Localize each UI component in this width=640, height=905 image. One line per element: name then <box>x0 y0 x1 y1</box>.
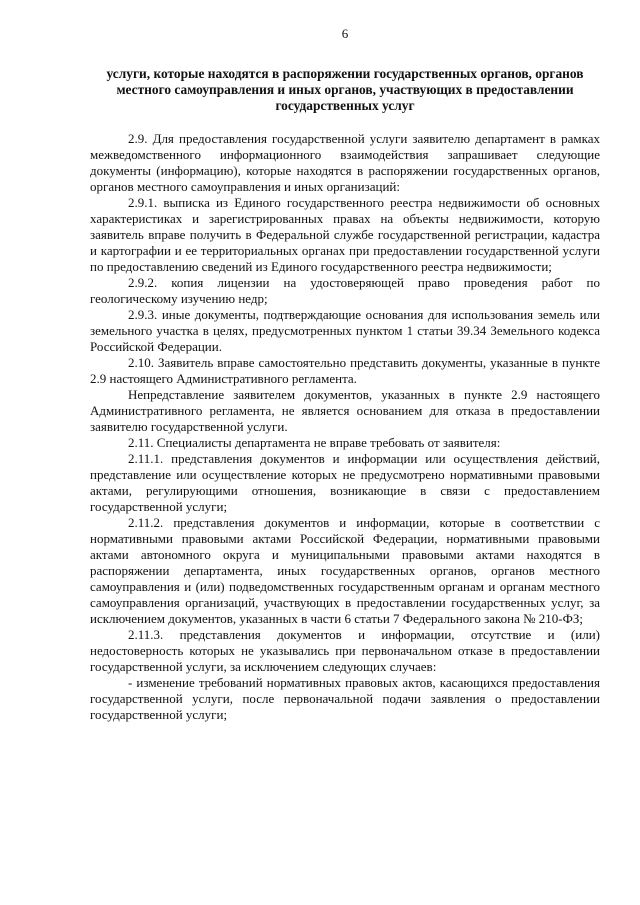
paragraph-list-item: - изменение требований нормативных правовых актов, касающихся предоставления государственной услуги, после первоначальной подачи заявления о предоставлении государственной услуги; <box>90 675 600 722</box>
paragraph-2-11-3: 2.11.3. представления документов и информации, отсутствие и (или) недостоверность которых не указывались при первоначальном отказе в предоставлении государственной услуги, за исключением следующих случаев: <box>90 627 600 674</box>
paragraph-2-9-1: 2.9.1. выписка из Единого государственного реестра недвижимости об основных характеристиках и зарегистрированных правах на объекты недвижимости, которую заявитель вправе получить в Федеральной службе государственной регистрации, кадастра и картографии и ее территориальных органах при предоставлении государственной услуги по предоставлению сведений из Единого государственного реестра недвижимости; <box>90 195 600 274</box>
section-heading: услуги, которые находятся в распоряжении государственных органов, органов местного самоуправления и иных органов, участвующих в предоставлении государственных услуг <box>106 66 584 113</box>
document-page <box>90 26 600 723</box>
paragraph-2-10: 2.10. Заявитель вправе самостоятельно представить документы, указанные в пункте 2.9 настоящего Административного регламента. <box>90 355 600 386</box>
paragraph-2-11-1: 2.11.1. представления документов и информации или осуществления действий, представление или осуществление которых не предусмотрено нормативными правовыми актами, регулирующими отношения, возникающие в связи с предоставлением государственной услуги; <box>90 451 600 514</box>
paragraph-2-9-2: 2.9.2. копия лицензии на удостоверяющей право проведения работ по геологическому изучению недр; <box>90 275 600 306</box>
paragraph-2-9: 2.9. Для предоставления государственной услуги заявителю департамент в рамках межведомственного информационного взаимодействия запрашивает следующие документы (информацию), которые находятся в распоряжении государственных органов, органов местного самоуправления и иных организаций: <box>90 131 600 194</box>
paragraph-non-submission: Непредставление заявителем документов, указанных в пункте 2.9 настоящего Административного регламента, не является основанием для отказа в предоставлении заявителю государственной услуги. <box>90 387 600 434</box>
paragraph-2-11: 2.11. Специалисты департамента не вправе требовать от заявителя: <box>128 435 501 450</box>
paragraph-2-11-2: 2.11.2. представления документов и информации, которые в соответствии с нормативными правовыми актами Российской Федерации, нормативными правовыми актами автономного округа и муниципальными правовыми актами находятся в распоряжении департамента, иных государственных органов, органов местного самоуправления и (или) подведомственных государственным органам и органам местного самоуправления организаций, участвующих в предоставлении государственных услуг, за исключением документов, указанных в части 6 статьи 7 Федерального закона № 210-ФЗ; <box>90 515 600 626</box>
page-number: 6 <box>341 26 349 41</box>
paragraph-2-9-3: 2.9.3. иные документы, подтверждающие основания для использования земель или земельного участка в целях, предусмотренных пунктом 1 статьи 39.34 Земельного кодекса Российской Федерации. <box>90 307 600 354</box>
